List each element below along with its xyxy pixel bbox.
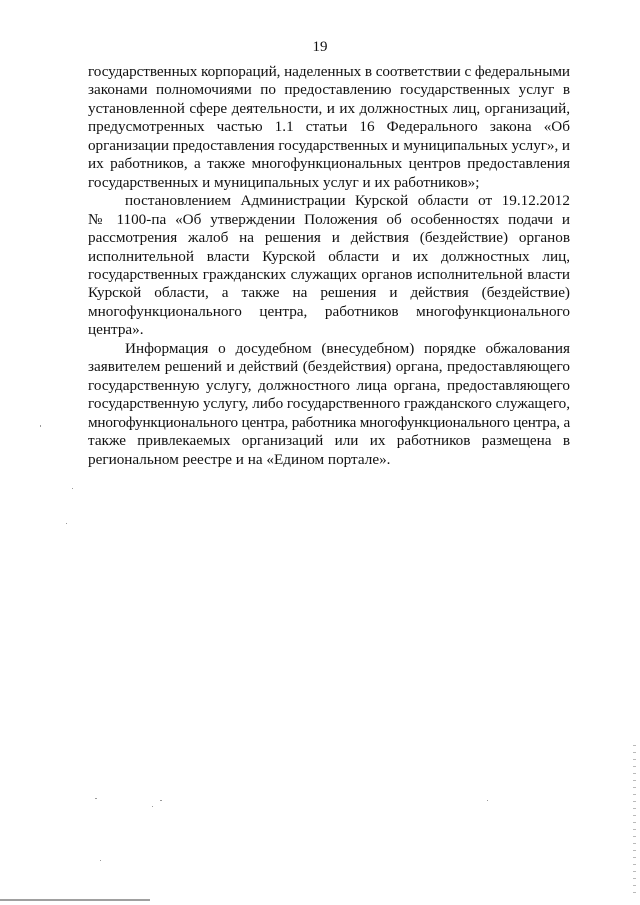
text-line: Информация о досудебном (внесудебном) порядке обжалования [125,339,570,357]
text-line: рассмотрения жалоб на решения и действия (бездействие) органов [88,229,570,247]
text-line: государственных и муниципальных услуг и их работников»; [88,173,480,191]
text-line: государственных корпораций, наделенных в соответствии с федеральными [88,63,570,80]
scan-speck [40,425,41,427]
text-line: многофункционального центра, работника многофункционального центра, а [88,413,570,431]
paragraph-3 [88,340,570,469]
text-line: государственных гражданских служащих органов исполнительной власти [88,265,570,283]
text-line: государственную услугу, либо государственного гражданского служащего, [88,395,570,413]
text-line: № 1100-па «Об утверждении Положения об особенностях подачи и [88,210,570,228]
text-line: установленной сфере деятельности, и их должностных лиц, организаций, [88,99,570,117]
scan-bottom-edge [0,899,150,901]
text-line: региональном реестре и на «Едином портале». [88,450,391,468]
scan-speck [152,806,153,807]
text-line: многофункционального центра, работников многофункционального [88,302,570,320]
text-line: законами полномочиями по предоставлению государственных услуг в [88,81,570,99]
page-number: 19 [312,39,328,55]
paragraph-1 [88,63,570,192]
scan-speck [72,488,73,489]
text-line: Курской области, а также на решения и действия (бездействие) [88,284,570,302]
scan-speck [66,523,67,524]
text-line: центра». [88,321,144,339]
text-line: их работников, а также многофункциональных центров предоставления [88,155,570,173]
text-line: государственную услугу, должностного лица органа, предоставляющего [88,376,570,394]
scan-speck [160,800,162,801]
scan-edge-noise [633,745,636,895]
text-line: заявителем решений и действий (бездействия) органа, предоставляющего [88,358,570,376]
document-body [88,63,570,469]
text-line: постановлением Администрации Курской области от 19.12.2012 [125,192,570,210]
text-line: предусмотренных частью 1.1 статьи 16 Федерального закона «Об [88,118,570,136]
paragraph-2 [88,192,570,340]
text-line: исполнительной власти Курской области и их должностных лиц, [88,247,570,265]
text-line: также привлекаемых организаций или их работников размещена в [88,432,570,450]
scan-speck [487,800,488,801]
scan-speck [100,860,101,861]
scan-speck [95,798,97,799]
text-line: организации предоставления государственных и муниципальных услуг», и [88,136,570,154]
